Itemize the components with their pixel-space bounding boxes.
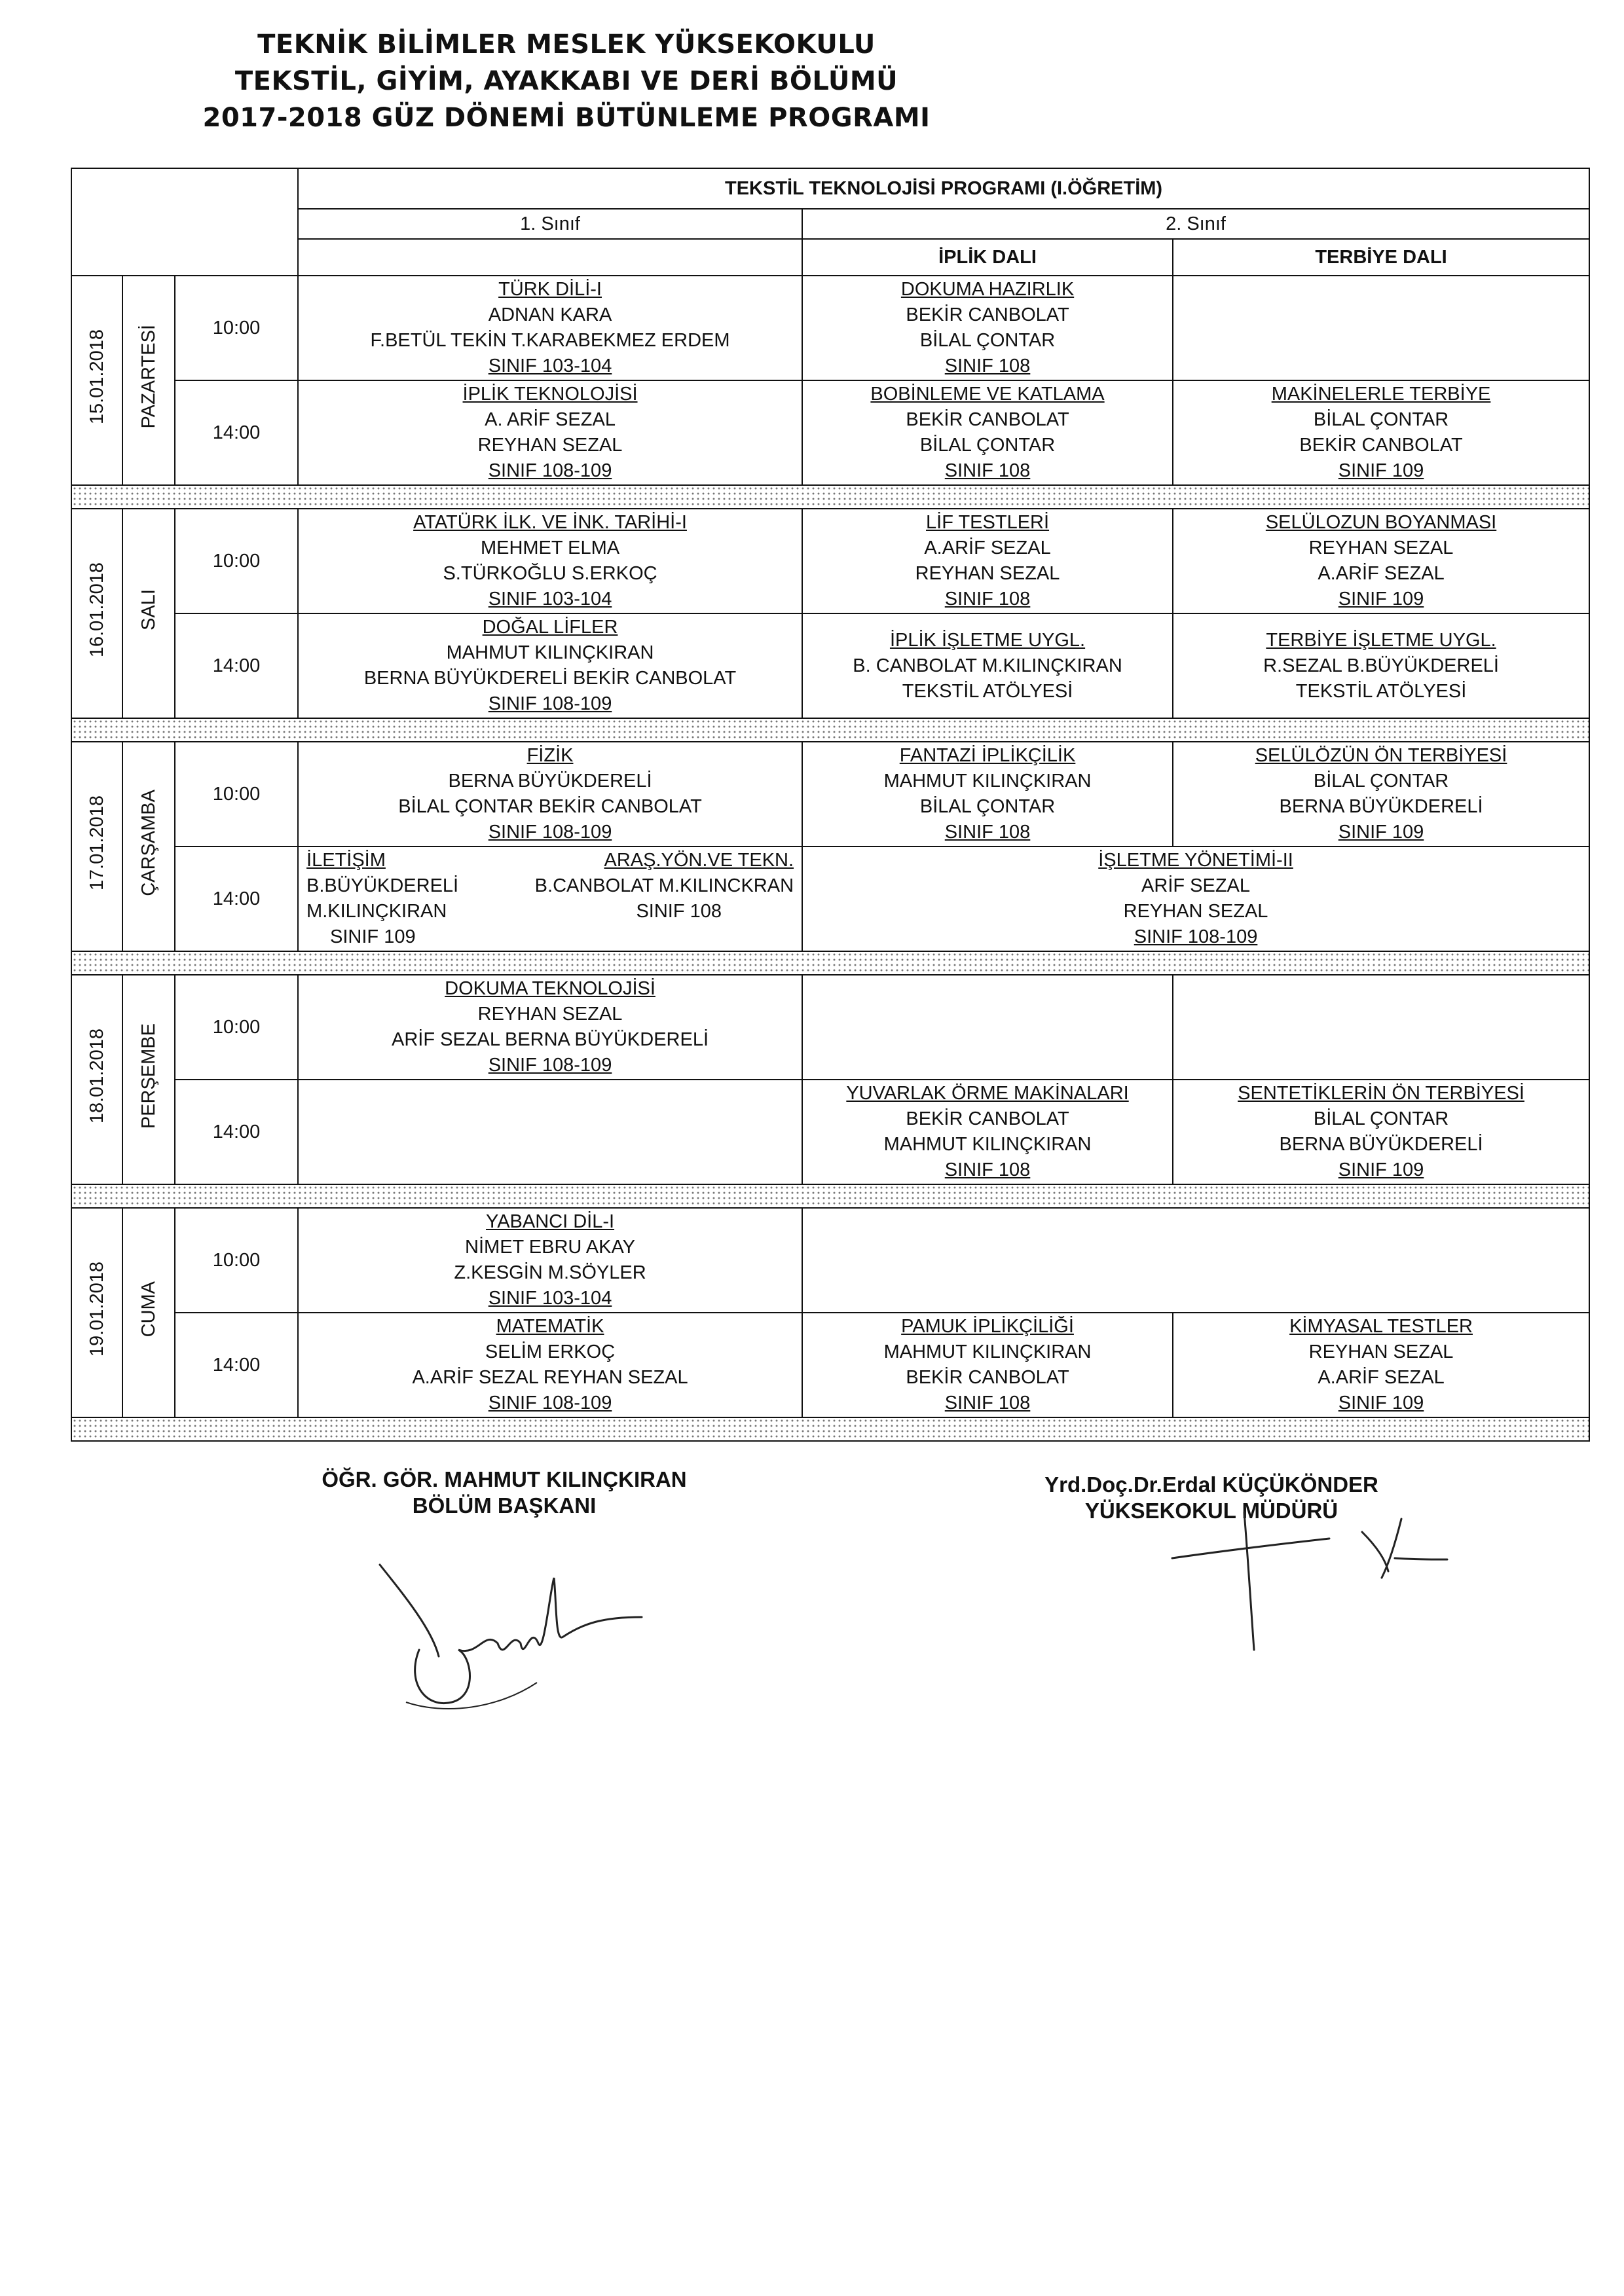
cell-line: B. CANBOLAT M.KILINÇKIRAN	[853, 655, 1122, 676]
iplik-exam	[802, 1080, 1173, 1184]
cell-line: NİMET EBRU AKAY	[465, 1237, 636, 1258]
time-cell: 14:00	[175, 613, 298, 718]
cell-line: FANTAZİ İPLİKÇİLİK	[899, 745, 1076, 766]
cell-line: MATEMATİK	[496, 1316, 604, 1337]
cell-line: B.CANBOLAT M.KILINCKRAN	[534, 875, 794, 896]
time-cell: 14:00	[175, 847, 298, 951]
cell-line: İPLİK TEKNOLOJİSİ	[462, 384, 638, 405]
day-separator	[71, 1417, 1589, 1441]
exam-schedule-table	[71, 168, 1590, 1442]
cell-line: ARİF SEZAL BERNA BÜYÜKDERELİ	[392, 1029, 709, 1050]
iplik-exam	[802, 509, 1173, 613]
day-label: PERŞEMBE	[138, 1023, 159, 1129]
cell-line: ADNAN KARA	[488, 304, 612, 325]
cell-line: SINIF 103-104	[488, 355, 612, 376]
cell-line: SINIF 108	[944, 822, 1031, 843]
schedule-row-afternoon	[71, 380, 1589, 485]
cell-line: SINIF 108-109	[488, 822, 612, 843]
iplik-exam	[802, 613, 1173, 718]
cell-line: SINIF 108	[944, 589, 1031, 610]
separator-cell	[71, 718, 1589, 742]
corner-cell	[71, 168, 298, 276]
terbiye-exam	[1173, 742, 1589, 847]
cell-line: SINIF 108-109	[1134, 926, 1258, 947]
schedule-row-morning	[71, 276, 1589, 380]
schedule-row-morning	[71, 742, 1589, 847]
date-cell	[71, 975, 122, 1184]
terbiye-exam	[1173, 276, 1589, 380]
cell-line: SINIF 103-104	[488, 1288, 612, 1309]
schedule-row-afternoon	[71, 613, 1589, 718]
cell-line: MAHMUT KILINÇKIRAN	[883, 771, 1092, 792]
day-label: SALI	[138, 589, 159, 630]
cell-line: ARAŞ.YÖN.VE TEKN.	[604, 850, 794, 871]
date-label: 15.01.2018	[86, 329, 107, 425]
cell-line: BERNA BÜYÜKDERELİ	[448, 771, 652, 792]
day-label: CUMA	[138, 1281, 159, 1338]
cell-line: SINIF 109	[1338, 460, 1424, 481]
cell-line: SINIF 108	[944, 460, 1031, 481]
cell-line: REYHAN SEZAL	[1123, 901, 1268, 922]
time-cell: 10:00	[175, 509, 298, 613]
time-cell: 10:00	[175, 975, 298, 1080]
iplik-exam	[802, 742, 1173, 847]
cell-line: MAHMUT KILINÇKIRAN	[883, 1134, 1092, 1155]
cell-line: İLETİŞİM	[306, 850, 386, 871]
cell-line: R.SEZAL B.BÜYÜKDERELİ	[1263, 655, 1499, 676]
cell-line: MAHMUT KILINÇKIRAN	[446, 642, 654, 663]
day-cell	[122, 276, 175, 485]
iplik-exam	[802, 1313, 1173, 1417]
cell-line: SINIF 108-109	[488, 1055, 612, 1076]
cell-line: BİLAL ÇONTAR	[1313, 1108, 1449, 1129]
cell-line: BEKİR CANBOLAT	[906, 304, 1069, 325]
cell-line: MAHMUT KILINÇKIRAN	[883, 1341, 1092, 1362]
cell-line: PAMUK İPLİKÇİLİĞİ	[901, 1316, 1074, 1337]
cell-line: SINIF 109	[1338, 1159, 1424, 1180]
program-title: TEKSTİL TEKNOLOJİSİ PROGRAMI (I.ÖĞRETİM)	[298, 168, 1589, 209]
cell-line: B.BÜYÜKDERELİ	[306, 875, 459, 896]
terbiye-exam	[1173, 380, 1589, 485]
day-cell	[122, 975, 175, 1184]
cell-line: BİLAL ÇONTAR	[1313, 409, 1449, 430]
cell-line: REYHAN SEZAL	[1308, 538, 1454, 558]
schedule-row-afternoon	[71, 1080, 1589, 1184]
schedule-row-afternoon	[71, 1313, 1589, 1417]
day-separator	[71, 951, 1589, 975]
cell-line: BEKİR CANBOLAT	[906, 1367, 1069, 1388]
class-2-exam	[802, 1208, 1589, 1313]
schedule-row-morning	[71, 975, 1589, 1080]
cell-line: TERBİYE İŞLETME UYGL.	[1266, 629, 1496, 651]
cell-line: BİLAL ÇONTAR	[919, 796, 1056, 817]
day-cell	[122, 509, 175, 718]
cell-line: SELİM ERKOÇ	[485, 1341, 616, 1362]
cell-line: DOKUMA HAZIRLIK	[900, 279, 1075, 300]
day-cell	[122, 1208, 175, 1417]
document-header	[0, 26, 1133, 136]
day-separator	[71, 1184, 1589, 1208]
left-signature-block	[275, 1467, 733, 1519]
class-1-exam	[298, 380, 802, 485]
cell-line: SENTETİKLERİN ÖN TERBİYESİ	[1238, 1083, 1524, 1104]
day-separator	[71, 718, 1589, 742]
iplik-exam	[802, 276, 1173, 380]
cell-line: BİLAL ÇONTAR BEKİR CANBOLAT	[398, 796, 702, 817]
department-name: TEKSTİL, GİYİM, AYAKKABI VE DERİ BÖLÜMÜ	[234, 66, 898, 96]
cell-line: İPLİK İŞLETME UYGL.	[889, 629, 1086, 651]
terbiye-exam	[1173, 975, 1589, 1080]
date-cell	[71, 742, 122, 951]
cell-line: LİF TESTLERİ	[926, 512, 1050, 533]
cell-line: DOKUMA TEKNOLOJİSİ	[445, 978, 655, 999]
terbiye-exam	[1173, 613, 1589, 718]
schedule-row-morning	[71, 509, 1589, 613]
cell-line: KİMYASAL TESTLER	[1289, 1316, 1473, 1337]
class-1-branch-empty	[298, 239, 802, 276]
cell-line: BOBİNLEME VE KATLAMA	[870, 384, 1105, 405]
class-1-split-exam	[298, 847, 802, 951]
date-cell	[71, 509, 122, 718]
cell-line: REYHAN SEZAL	[915, 563, 1060, 584]
cell-line: SINIF 109	[1338, 822, 1424, 843]
cell-line: BEKİR CANBOLAT	[906, 1108, 1069, 1129]
cell-line: SINIF 108	[944, 1159, 1031, 1180]
cell-line: SINIF 108-109	[488, 1393, 612, 1413]
cell-line: İŞLETME YÖNETİMİ-II	[1098, 850, 1293, 871]
iplik-exam	[802, 975, 1173, 1080]
time-cell: 14:00	[175, 1080, 298, 1184]
cell-line: DOĞAL LİFLER	[482, 617, 618, 638]
cell-line: REYHAN SEZAL	[477, 1004, 623, 1025]
cell-line: A.ARİF SEZAL	[1318, 1367, 1445, 1388]
branch-terbiye-header: TERBİYE DALI	[1173, 239, 1589, 276]
cell-line: BİLAL ÇONTAR	[1313, 771, 1449, 792]
director-signature	[1166, 1499, 1467, 1669]
cell-line: ATATÜRK İLK. VE İNK. TARİHİ-I	[413, 512, 687, 533]
class-1-exam	[298, 509, 802, 613]
terbiye-exam	[1173, 1313, 1589, 1417]
cell-line: BERNA BÜYÜKDERELİ	[1279, 796, 1483, 817]
cell-line: BEKİR CANBOLAT	[1299, 435, 1463, 456]
cell-line: SELÜLOZUN BOYANMASI	[1265, 512, 1497, 533]
cell-line: FİZİK	[526, 745, 574, 766]
cell-line: ARİF SEZAL	[1141, 875, 1251, 896]
cell-line: A.ARİF SEZAL	[924, 538, 1051, 558]
day-separator	[71, 485, 1589, 509]
cell-line: SINIF 108-109	[488, 460, 612, 481]
class-2-header: 2. Sınıf	[802, 209, 1589, 239]
iplik-exam	[802, 380, 1173, 485]
department-head-name: ÖĞR. GÖR. MAHMUT KILINÇKIRAN	[322, 1467, 687, 1491]
cell-line: SINIF 109	[1338, 1393, 1424, 1413]
schedule-row-afternoon	[71, 847, 1589, 951]
time-cell: 14:00	[175, 380, 298, 485]
cell-line: M.KILINÇKIRAN	[306, 901, 447, 922]
class-1-exam	[298, 975, 802, 1080]
terbiye-exam	[1173, 509, 1589, 613]
cell-line: BEKİR CANBOLAT	[906, 409, 1069, 430]
time-cell: 14:00	[175, 1313, 298, 1417]
cell-line: S.TÜRKOĞLU S.ERKOÇ	[443, 563, 657, 584]
class-1-exam	[298, 613, 802, 718]
time-cell: 10:00	[175, 742, 298, 847]
branch-iplik-header: İPLİK DALI	[802, 239, 1173, 276]
date-label: 19.01.2018	[86, 1261, 107, 1357]
class-1-exam	[298, 1313, 802, 1417]
cell-line: YABANCI DİL-I	[486, 1211, 615, 1232]
day-label: PAZARTESİ	[138, 325, 159, 429]
time-cell: 10:00	[175, 1208, 298, 1313]
class-1-header: 1. Sınıf	[298, 209, 802, 239]
cell-line: YUVARLAK ÖRME MAKİNALARI	[846, 1083, 1129, 1104]
date-cell	[71, 276, 122, 485]
cell-line: SELÜLÖZÜN ÖN TERBİYESİ	[1255, 745, 1507, 766]
class-2-merged-exam	[802, 847, 1589, 951]
cell-line: BİLAL ÇONTAR	[919, 330, 1056, 351]
schedule-row-morning	[71, 1208, 1589, 1313]
date-label: 17.01.2018	[86, 795, 107, 891]
department-head-title: BÖLÜM BAŞKANI	[412, 1493, 597, 1518]
date-label: 16.01.2018	[86, 562, 107, 658]
cell-line: SINIF 108	[636, 901, 722, 922]
separator-cell	[71, 485, 1589, 509]
time-cell: 10:00	[175, 276, 298, 380]
separator-cell	[71, 1184, 1589, 1208]
cell-line: A. ARİF SEZAL	[485, 409, 616, 430]
cell-line: F.BETÜL TEKİN T.KARABEKMEZ ERDEM	[370, 330, 730, 351]
separator-cell	[71, 1417, 1589, 1441]
class-1-exam	[298, 276, 802, 380]
cell-line: TEKSTİL ATÖLYESİ	[1295, 680, 1467, 702]
cell-line: REYHAN SEZAL	[1308, 1341, 1454, 1362]
cell-line: BERNA BÜYÜKDERELİ	[1279, 1134, 1483, 1155]
cell-line: MEHMET ELMA	[480, 538, 620, 558]
cell-line: SINIF 108	[944, 355, 1031, 376]
cell-line: SINIF 109	[1338, 589, 1424, 610]
date-cell	[71, 1208, 122, 1417]
cell-line: SINIF 109	[330, 926, 416, 947]
cell-line: A.ARİF SEZAL REYHAN SEZAL	[412, 1367, 688, 1388]
cell-line: SINIF 108	[944, 1393, 1031, 1413]
date-label: 18.01.2018	[86, 1028, 107, 1124]
cell-line: REYHAN SEZAL	[477, 435, 623, 456]
department-head-signature	[367, 1552, 668, 1748]
cell-line: SINIF 108-109	[488, 693, 612, 714]
terbiye-exam	[1173, 1080, 1589, 1184]
cell-line: TEKSTİL ATÖLYESİ	[902, 680, 1073, 702]
director-title: YÜKSEKOKUL MÜDÜRÜ	[1084, 1499, 1338, 1523]
schedule-title: 2017-2018 GÜZ DÖNEMİ BÜTÜNLEME PROGRAMI	[202, 103, 931, 133]
cell-line: BERNA BÜYÜKDERELİ BEKİR CANBOLAT	[363, 668, 737, 689]
director-name: Yrd.Doç.Dr.Erdal KÜÇÜKÖNDER	[1044, 1472, 1378, 1497]
separator-cell	[71, 951, 1589, 975]
cell-line: TÜRK DİLİ-I	[498, 279, 602, 300]
cell-line: SINIF 103-104	[488, 589, 612, 610]
class-1-exam	[298, 1080, 802, 1184]
class-1-exam	[298, 742, 802, 847]
class-1-exam	[298, 1208, 802, 1313]
cell-line: Z.KESGİN M.SÖYLER	[454, 1262, 646, 1283]
cell-line: BİLAL ÇONTAR	[919, 435, 1056, 456]
cell-line: MAKİNELERLE TERBİYE	[1271, 384, 1491, 405]
day-label: ÇARŞAMBA	[138, 790, 159, 896]
cell-line: A.ARİF SEZAL	[1318, 563, 1445, 584]
day-cell	[122, 742, 175, 951]
school-name: TEKNİK BİLİMLER MESLEK YÜKSEKOKULU	[257, 29, 876, 60]
